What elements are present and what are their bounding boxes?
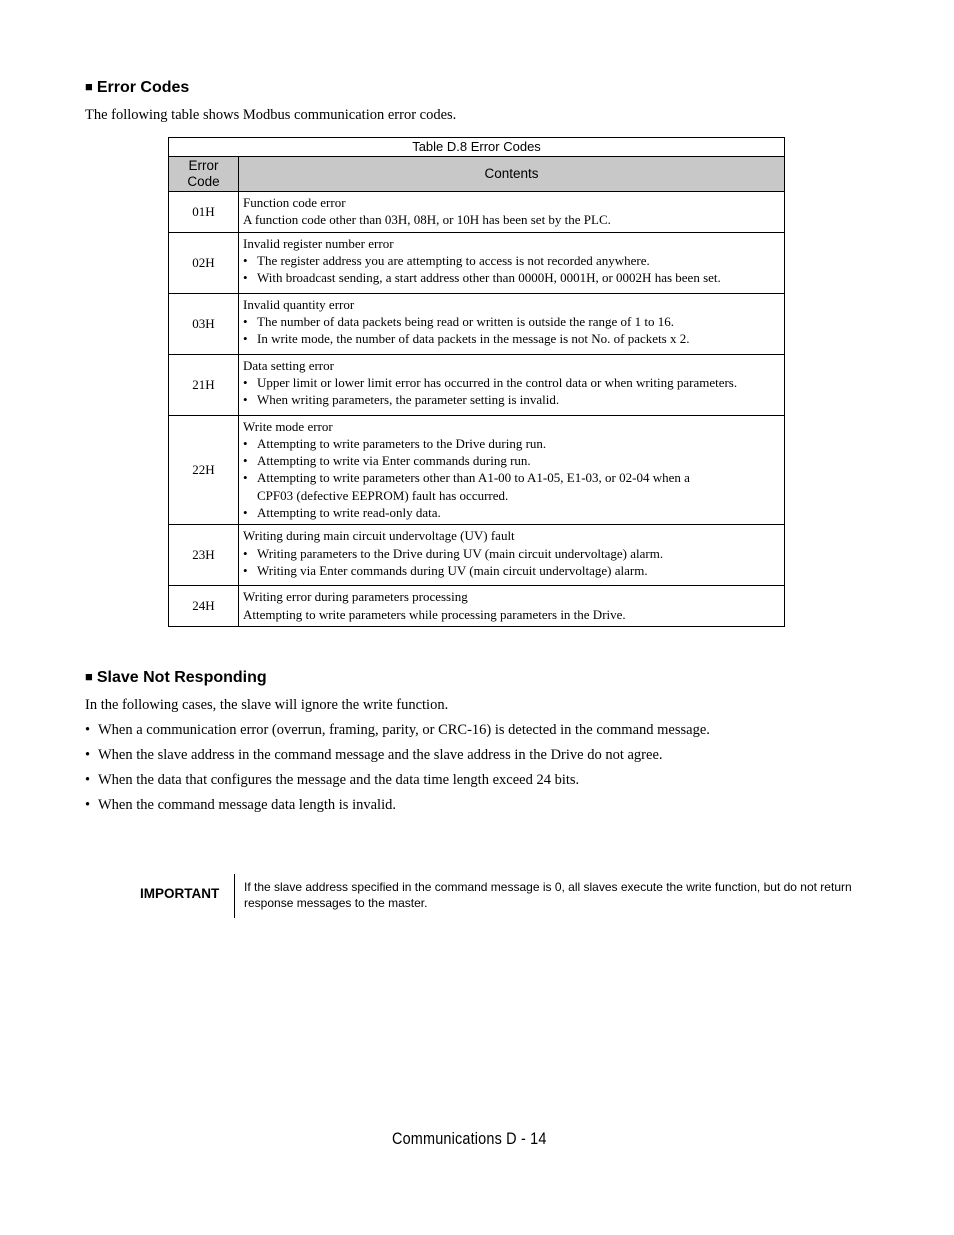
header-code-line1: Error bbox=[188, 158, 219, 173]
table-row bbox=[169, 415, 785, 525]
table-row bbox=[169, 293, 785, 354]
section-heading-slave-not-responding bbox=[85, 669, 267, 687]
bullet-dot-icon: • bbox=[85, 722, 91, 738]
error-detail-text: Attempting to write parameters to the Drive during run. bbox=[257, 435, 547, 451]
header-code-line2: Code bbox=[187, 174, 220, 189]
list-item bbox=[85, 722, 710, 739]
table-row bbox=[169, 232, 785, 293]
error-detail-line bbox=[243, 435, 780, 452]
error-code-cell: 21H bbox=[169, 354, 239, 415]
bullet-dot-icon: • bbox=[243, 453, 248, 469]
contents-cell bbox=[239, 354, 785, 415]
list-item-text: When the slave address in the command message and the slave address in the Drive do not agree. bbox=[98, 747, 663, 763]
error-detail-text: With broadcast sending, a start address other than 0000H, 0001H, or 0002H has been set. bbox=[257, 270, 721, 286]
bullet-dot-icon: • bbox=[243, 470, 248, 486]
heading-text: Slave Not Responding bbox=[96, 669, 267, 686]
table-row bbox=[169, 525, 785, 586]
slave-intro: In the following cases, the slave will ignore the write function. bbox=[85, 697, 449, 713]
error-title: Invalid register number error bbox=[243, 235, 394, 251]
list-item bbox=[85, 747, 663, 764]
error-detail-text: Attempting to write read-only data. bbox=[257, 505, 441, 521]
error-code-cell: 24H bbox=[169, 586, 239, 627]
contents-cell bbox=[239, 192, 785, 233]
error-code-cell: 02H bbox=[169, 232, 239, 293]
error-detail-line bbox=[243, 545, 780, 562]
list-item-text: When the data that configures the message and the data time length exceed 24 bits. bbox=[98, 772, 580, 788]
heading-text: Error Codes bbox=[96, 79, 190, 96]
error-detail-line bbox=[243, 211, 780, 228]
error-codes-table bbox=[168, 137, 785, 627]
bullet-dot-icon: • bbox=[243, 270, 248, 286]
bullet-dot-icon: • bbox=[243, 545, 248, 561]
bullet-dot-icon: • bbox=[85, 747, 91, 763]
bullet-dot-icon: • bbox=[243, 331, 248, 347]
error-detail-text: A function code other than 03H, 08H, or 10H has been set by the PLC. bbox=[243, 212, 611, 228]
error-detail-line bbox=[243, 374, 780, 391]
bullet-dot-icon: • bbox=[85, 772, 91, 788]
list-item bbox=[85, 772, 579, 789]
table-header-row bbox=[169, 157, 785, 192]
error-code-cell: 22H bbox=[169, 415, 239, 525]
error-detail-text: Attempting to write parameters while processing parameters in the Drive. bbox=[243, 606, 626, 622]
list-item-text: When the command message data length is invalid. bbox=[98, 797, 396, 813]
error-code-cell: 23H bbox=[169, 525, 239, 586]
error-detail-text: In write mode, the number of data packets in the message is not No. of packets x 2. bbox=[257, 331, 690, 347]
contents-cell bbox=[239, 415, 785, 525]
bullet-dot-icon: • bbox=[243, 392, 248, 408]
list-item bbox=[85, 797, 396, 814]
table-row bbox=[169, 586, 785, 627]
error-detail-line bbox=[243, 469, 780, 486]
table-row bbox=[169, 354, 785, 415]
error-detail-line bbox=[243, 452, 780, 469]
error-detail-text: CPF03 (defective EEPROM) fault has occurred. bbox=[257, 487, 509, 503]
error-detail-text: Writing via Enter commands during UV (main circuit undervoltage) alarm. bbox=[257, 562, 648, 578]
black-square-icon: ■ bbox=[85, 669, 93, 684]
table-caption: Table D.8 Error Codes bbox=[169, 138, 785, 157]
bullet-dot-icon: • bbox=[243, 252, 248, 268]
error-codes-intro: The following table shows Modbus communication error codes. bbox=[85, 107, 457, 123]
error-detail-line bbox=[243, 606, 780, 623]
error-detail-line bbox=[243, 562, 780, 579]
error-detail-line bbox=[243, 487, 780, 504]
header-contents: Contents bbox=[239, 157, 785, 192]
list-item-text: When a communication error (overrun, framing, parity, or CRC-16) is detected in the command message. bbox=[98, 722, 710, 738]
error-title: Write mode error bbox=[243, 418, 333, 434]
error-detail-line bbox=[243, 330, 780, 347]
table-caption-row bbox=[169, 138, 785, 157]
error-detail-line bbox=[243, 504, 780, 521]
contents-cell bbox=[239, 293, 785, 354]
error-detail-line bbox=[243, 252, 780, 269]
error-code-cell: 03H bbox=[169, 293, 239, 354]
contents-cell bbox=[239, 232, 785, 293]
important-label: IMPORTANT bbox=[140, 886, 220, 901]
error-title: Writing during main circuit undervoltage (UV) fault bbox=[243, 528, 515, 544]
important-text: If the slave address specified in the command message is 0, all slaves execute the write function, but do not return response messages to the master. bbox=[244, 880, 852, 910]
error-detail-text: Upper limit or lower limit error has occurred in the control data or when writing parameters. bbox=[257, 374, 738, 390]
error-title: Writing error during parameters processing bbox=[243, 589, 468, 605]
error-detail-line bbox=[243, 269, 780, 286]
bullet-dot-icon: • bbox=[85, 797, 91, 813]
table-row bbox=[169, 192, 785, 233]
table-body bbox=[169, 192, 785, 627]
error-title: Function code error bbox=[243, 195, 346, 210]
error-detail-text: Attempting to write via Enter commands during run. bbox=[257, 453, 531, 469]
bullet-dot-icon: • bbox=[243, 435, 248, 451]
bullet-dot-icon: • bbox=[243, 313, 248, 329]
error-detail-text: Attempting to write parameters other than A1-00 to A1-05, E1-03, or 02-04 when a bbox=[257, 470, 690, 486]
bullet-dot-icon: • bbox=[243, 562, 248, 578]
important-divider bbox=[234, 874, 235, 918]
error-code-cell: 01H bbox=[169, 192, 239, 233]
error-detail-text: When writing parameters, the parameter setting is invalid. bbox=[257, 392, 560, 408]
error-detail-line bbox=[243, 391, 780, 408]
black-square-icon: ■ bbox=[85, 79, 93, 94]
error-detail-text: Writing parameters to the Drive during UV (main circuit undervoltage) alarm. bbox=[257, 545, 664, 561]
page-footer: Communications D - 14 bbox=[392, 1129, 547, 1148]
error-detail-text: The number of data packets being read or written is outside the range of 1 to 16. bbox=[257, 313, 674, 329]
contents-cell bbox=[239, 586, 785, 627]
contents-cell bbox=[239, 525, 785, 586]
error-title: Data setting error bbox=[243, 357, 334, 373]
bullet-dot-icon: • bbox=[243, 374, 248, 390]
error-title: Invalid quantity error bbox=[243, 296, 355, 312]
error-detail-text: The register address you are attempting to access is not recorded anywhere. bbox=[257, 252, 650, 268]
header-error-code bbox=[169, 157, 239, 192]
bullet-dot-icon: • bbox=[243, 505, 248, 521]
section-heading-error-codes bbox=[85, 79, 189, 97]
error-detail-line bbox=[243, 313, 780, 330]
